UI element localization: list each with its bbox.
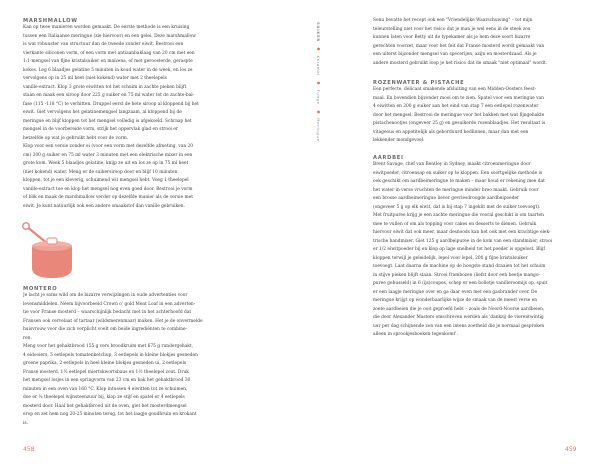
text-line: hiervoor eiwit dat ook meer, maar desnoods kan het ook met een krachtige elek- xyxy=(373,230,551,236)
running-head-sub3: Meringue xyxy=(316,118,321,142)
text-line: 4 eiwitten en 200 g suiker aan het eind van stap 7 een eetlepel rozenwater xyxy=(373,104,539,110)
text-line: eiwit. Je kunt natuurlijk ook een andere smaakstof dan vanille gebruiken. xyxy=(23,203,185,209)
montero-heading: MONTERO xyxy=(23,286,58,292)
rozenwater-body xyxy=(373,86,545,146)
text-line: Je lacht je soms wild om de bizarre verwijzingen in oude advertenties voor xyxy=(23,293,188,298)
text-line: in stijve pieken blijft staan. Strooi frambozen (liefst door een beetje mango- xyxy=(373,272,540,278)
rozenwater-heading: ROZENWATER & PISTACHE xyxy=(373,80,465,86)
text-line: toevoegt. Laat daarna de machine op de hoogste stand draaien tot het schuim xyxy=(373,264,546,270)
text-line: hetzelfde op wat je gebruikt hebt voor de vorm. xyxy=(23,135,129,141)
text-line: mosterd door. Haal het gehaktbrood uit de oven, giet het mosterdmengsel xyxy=(23,403,187,409)
text-line: 4 eidooiers, 5 eetlepels tomatenketchup, 3 eetlepels in kleine blokjes gesneden xyxy=(23,352,198,358)
intro-body xyxy=(373,17,547,68)
text-line: een uiterst bijzonder mengsel van specerijen, azijn en mosterdzaad. Als je xyxy=(373,52,537,58)
running-head-sub1: Karamel xyxy=(316,55,321,77)
running-head-chapter: SUIKER xyxy=(316,22,321,42)
text-line: levensmiddelen. Neem bijvoorbeeld Crown o' gold Meat Loaf in een adverten- xyxy=(23,301,196,307)
text-line: erop en zet hem nog 20-25 minuten terug, tot het laagje goudbruin en krokant xyxy=(23,412,197,418)
text-line: lekkender mondgevoel. xyxy=(373,138,425,144)
text-line: Klop voor een versie zonder ei (voor een vorm met dezelfde afmeting, van 20 xyxy=(23,144,194,150)
text-line: cm) 200 g suiker en 75 ml water 3 minuten met een elektrische mixer in een xyxy=(23,152,193,158)
text-line: tie voor Franse mosterd – waarschijnlijk bedacht met in het achterhoofd dat xyxy=(23,310,192,316)
honey-pot-icon xyxy=(22,222,78,280)
text-line: (ongeveer 5 g op elk eiwit, dat is bij stap 7 ingeklit met de suiker toevoegt). xyxy=(373,204,541,210)
text-line: huisvrouw voor die zich verplicht voelt om beide ingrediënten te combine- xyxy=(23,327,188,333)
text-line: groene paprika, 2 eetlepels in heel kleine blokjes gesneden ui, 2 eetlepels xyxy=(23,361,187,367)
text-line: uur per dag schijnende zon van een intens zoetheid die je normaal gesproken xyxy=(373,323,545,329)
text-line: grote kom. Week 5 blaadjes gelatine, knijp ze uit en los ze op in 75 ml heet xyxy=(23,161,189,167)
text-line: is wat robuuster van structuur dan de tweede zonder eiwit. Bestrooi een xyxy=(23,42,184,48)
aardbei-heading: AARDBEI xyxy=(373,155,404,161)
running-head-dot: ● xyxy=(316,45,321,52)
text-line: 1:1-mengsel van fijne kristalsuiker en maïzena, of met geroosterde, geraspte xyxy=(23,59,193,65)
text-line: fase (115 -118 °C) te verhitten. Druppel eerst de hete siroop al kloppend bij het xyxy=(23,101,199,107)
text-line: zoete aardbeien die je ooit geproefd hebt – zoals de Noord-Noorse aardbeien, xyxy=(373,306,545,312)
text-line: kokos. Leg 6 blaadjes gelatine 5 minuten in koud water in de week, en los ze xyxy=(23,67,193,73)
text-line: andere mosterd gebruikt loop je het risico dat de smaak "niet optimaal" wordt. xyxy=(373,60,548,66)
running-head-dot: ● xyxy=(316,80,321,86)
text-line: Brent Savage, chef van Bentley in Sydney, maakt citroenmeringue door xyxy=(373,162,531,167)
page-number-left: 458 xyxy=(23,446,35,453)
text-line: Sonu bevatte het recept ook een "Vriendelijke Waarschuwing" – tot mijn xyxy=(373,18,533,23)
text-line: door het mengsel. Bestrooi de meringue voor het bakken met wat fijngehakte xyxy=(373,112,545,118)
page-number-right: 459 xyxy=(565,446,577,453)
text-line: meringue krijgt op wonderbaarlijke wijze de smaak van de meest verse en xyxy=(373,298,538,304)
text-line: vanille-extract toe en klop het mengsel nog even goed door. Bestrooi je vorm xyxy=(23,186,193,192)
text-line: is. xyxy=(23,420,28,426)
running-head-sub2: Fudge xyxy=(316,89,321,105)
aardbei-body xyxy=(373,161,552,340)
text-line: mengsel in de voorbereide vorm, strijk het oppervlak glad en strooi er xyxy=(23,127,178,133)
text-line: Kan op twee manieren worden gemaakt. De eerste methode is een kruising xyxy=(23,25,190,30)
montero-body xyxy=(23,292,203,428)
right-page xyxy=(300,0,600,468)
text-line: Met fruitpuree krijg je een zachte meringue die vooral geschikt is om taarten xyxy=(373,213,544,219)
text-line: vanille-extract. Klop 3 grote eiwitten tot het schuim in zachte pieken blijft xyxy=(23,84,187,90)
text-line: Meng voor het gehaktbrood 155 g vers broodkruim met 675 g rundergehakt, xyxy=(23,344,194,350)
text-line: kloppen, tot je een kleverig, schuimend wit mengsel hebt. Voeg 1 theelepel xyxy=(23,178,189,184)
text-line: maal. En bovendien bijzonder mooi om te zien. Spatel voor een meringue van xyxy=(373,95,544,101)
text-line: vervolgens op in 25 ml heet (niet kokend) water met 2 theelepels xyxy=(23,76,167,82)
text-line: gerechten voorzet, maar voor het feit dat Franse mosterd wordt gemaakt van xyxy=(373,43,545,49)
text-line: ook geschikt om aardbeimeringue te maken – maar houd er rekening mee dat xyxy=(373,179,545,185)
text-line: ren. xyxy=(23,335,32,341)
text-line: die door Alexander Masters omschreven werden als 'dankzij de vierentwintig xyxy=(373,315,544,321)
text-line: er 1/2 eiwitpoeder bij en klop op lage snelheid tot het poeder is opgelost. Blijf xyxy=(373,247,545,253)
text-line: tussen een Italiaanse meringue (zie hiervoor) en een gelei. Deze marshmallow xyxy=(23,33,196,39)
text-line: staan en maak een siroop door 225 g suiker en 75 ml water tot de zachte-bal- xyxy=(23,93,195,99)
text-line: of blik en maak de marshmallow verder op dezelfde manier als de versie met xyxy=(23,195,193,201)
text-line: trische handmixer. Giet 125 g aardbeipuree in de kom van een standmixer, strooi xyxy=(373,238,553,244)
text-line: Een perfecte, delicaat smakende afsluiting van een Midden-Oosters feest- xyxy=(373,87,537,92)
text-line: alleen in sprookjesboeken tegenkomt'. xyxy=(373,332,458,338)
text-line: eiwit. Giet vervolgens het gelatinemengsel langzaam, al kloppend bij de xyxy=(23,110,182,116)
text-line: minuten in een oven van 160 °C. Klop intussen 4 eiwitten tot ze schuimen, xyxy=(23,386,188,392)
text-line: vitageous en appetitelijk als geborduurd bedlinnen, maar dan met een xyxy=(373,129,529,135)
marshmallow-body xyxy=(23,24,199,211)
text-line: teleurstelling niet voor het risico dat je man je wel eens in de steek zou xyxy=(373,26,531,32)
text-line: een brosse aardbeimeringue liever gevriesdroogde aardbeipoeder xyxy=(373,196,520,202)
text-line: er een laagje meringue over en ga daar even met een gasbrander over. De xyxy=(373,289,538,295)
text-line: mee te vullen of om als topping voor cakes en desserts te dienen. Gebruik xyxy=(373,221,537,227)
text-line: kloppen terwijl je geleidelijk, lepel voor lepel, 200 g fijne kristalsuiker xyxy=(373,255,528,261)
text-line: doe er ¼ theelepel wijnsteenzuur bij, klop ze stijf en spatel er 4 eetlepels xyxy=(23,395,185,401)
running-head xyxy=(316,22,321,142)
running-head-dot: ● xyxy=(316,108,321,115)
text-line: kunnen laten voor Betty uit de typekamer als je hem deze soort bizarre xyxy=(373,35,531,41)
text-line: het water in verse vruchten de meringue minder broo maakt. Gebruik voor xyxy=(373,187,539,193)
text-line: pistachenootjes (ongeveer 25 g) en gesuikerde rozenblaadjes. Het resultaat is xyxy=(373,121,546,127)
text-line: meringue en blijf kloppen tot het mengsel volledig is afgekoeld. Schraap het xyxy=(23,118,192,124)
text-line: Fransen ook cervelaat of tartaar (wildsmerenmaar) maken. Het je de onvermelde xyxy=(23,318,203,324)
text-line: Franse mosterd, 1½ eetlepel miertskwortsbaus en 1½ theelepel zout. Druk xyxy=(23,369,189,375)
text-line: het mengsel losjes in een springvorm van 23 cm en bak het gehaktbrood 30 xyxy=(23,378,191,384)
text-line: puree gehusseld) in 6 (ijs)coupes, schep er een bolletje vanilleroomijs op, spuit xyxy=(373,281,548,287)
marshmallow-heading: MARSHMALLOW xyxy=(23,18,78,24)
text-line: vierkante siliconen vorm, of een vorm met antiaanbaklaag van 20 cm met een xyxy=(23,50,195,56)
text-line: (niet kokend) water. Meng er de suikersiroop door en blijf 10 minuten xyxy=(23,169,178,175)
text-line: eiwitpoeder, citroensap en suiker op te kloppen. Een soortgelijke methode is xyxy=(373,170,543,176)
